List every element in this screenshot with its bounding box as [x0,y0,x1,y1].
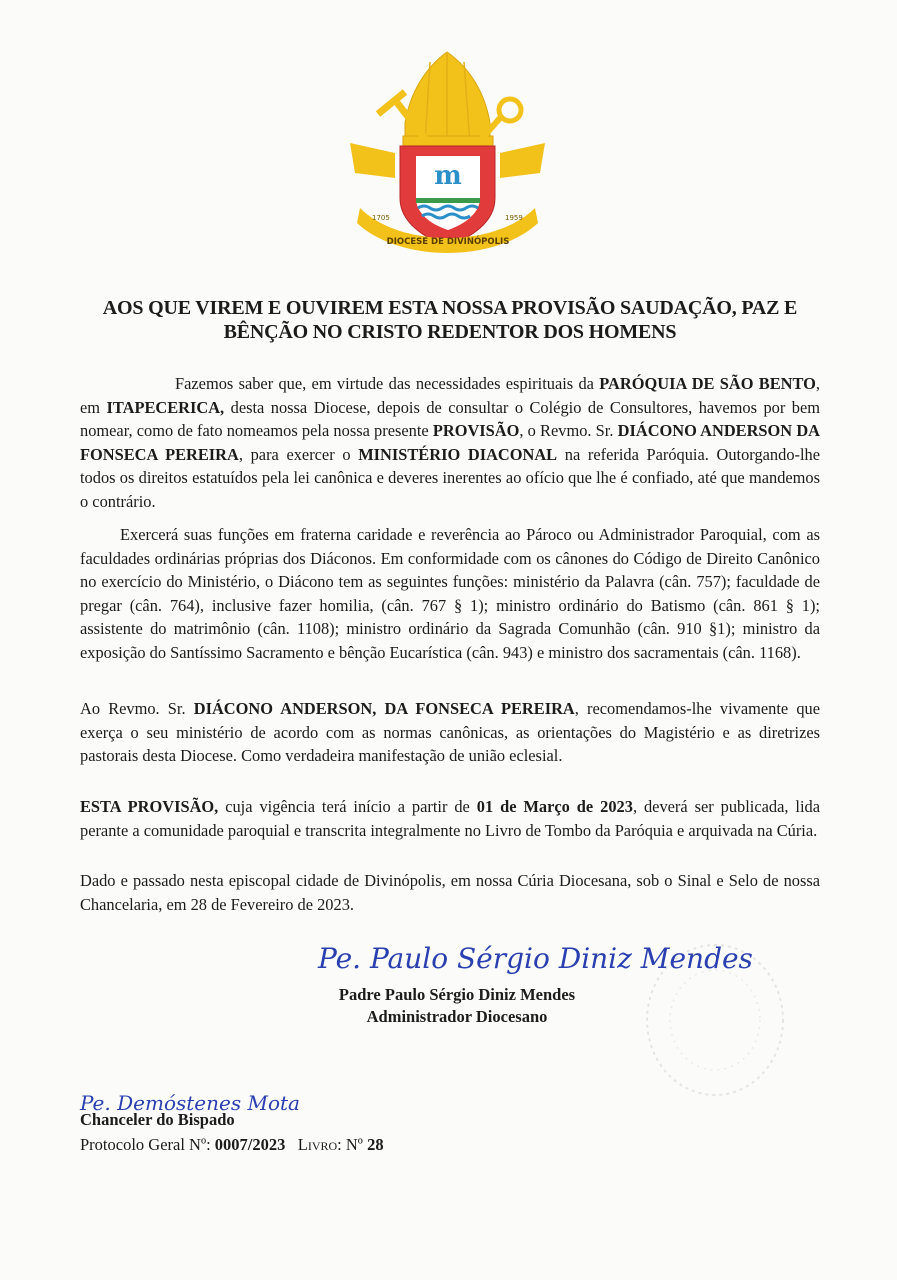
text: , o Revmo. Sr. [519,421,618,440]
text: na referida Paróquia. Outorgando-lhe todos os direitos estatuídos pela lei canônica e deveres inerentes ao ofício que lhe é confiado, até que mandemos o contrário. [80,444,820,511]
text: , recomendamos-lhe vivamente que exerça o seu ministério de acordo com as normas canônicas, as orientações do Magistério e as diretrizes pastorais desta Diocese. Como verdadeira manifestação de união eclesial. [80,699,820,765]
signature-text: Pe. Demóstenes Mota [80,1091,300,1115]
diocese-crest-logo [340,48,555,253]
paragraph-functions: Exercerá suas funções em fraterna caridade e reverência ao Pároco ou Administrador Paroquial, com as faculdades ordinárias próprias dos Diáconos. Em conformidade com os cânones do Código de Direito Canônico no exercício do Ministério, o Diácono tem as seguintes funções: ministério da Palavra (cân. 757); faculdade de pregar (cân. 764), inclusive fazer homilia, (cân. 767 § 1); ministro ordinário do Batismo (cân. 861 § 1); assistente do matrimônio (cân. 1108); ministro ordinário da Sagrada Comunhão (cân. 910 §1); ministro da exposição do Santíssimo Sacramento e bênção Eucarística (cân. 943) e ministro dos sacramentais (cân. 1168). [80,525,820,662]
text: , para exercer o [238,444,359,464]
text: , em [80,374,820,417]
book-number: 28 [367,1135,384,1154]
text: Fazemos saber que, em virtude das necessidades espirituais da [175,374,600,393]
crest-year-left: 1705 [372,214,390,222]
provision-term: PROVISÃO [432,421,520,440]
protocol-line [80,1135,384,1155]
book-label: Livro: [297,1135,342,1154]
text: , deverá ser publicada, lida perante a comunidade paroquial e transcrita integralmente no Livro de Tombo da Paróquia e arquivada na Cúria. [80,797,820,840]
city-name: ITAPECERICA, [106,397,225,417]
svg-text:m: m [434,161,462,191]
signature-administrator [318,928,753,988]
paragraph-nomination [80,372,820,513]
crest-year-right: 1959 [505,214,523,222]
deacon-name: DIÁCONO ANDERSON, DA FONSECA PEREIRA [193,699,575,718]
signature-text: Pe. Paulo Sérgio Diniz Mendes [318,942,753,975]
protocol-label: Protocolo Geral Nº: [80,1135,215,1154]
provision-term: ESTA PROVISÃO, [80,797,219,816]
parish-name: PARÓQUIA DE SÃO BENTO [599,374,816,393]
heading-line-2: BÊNÇÃO NO CRISTO REDENTOR DOS HOMENS [223,321,677,343]
signer-title: Administrador Diocesano [366,1007,548,1026]
crest-motto: DIOCESE DE DIVINÓPOLIS [386,237,510,247]
signer-name: Padre Paulo Sérgio Diniz Mendes [338,985,576,1004]
text: cuja vigência terá início a partir de [218,797,477,816]
start-date: 01 de Março de 2023 [476,797,633,816]
deacon-name: DIÁCONO ANDERSON DA FONSECA PEREIRA [80,421,820,464]
book-number-label: Nº [341,1135,368,1154]
paragraph-validity [80,795,820,842]
text: desta nossa Diocese, depois de consultar o Colégio de Consultores, havemos por bem nomear, como de fato nomeamos pela nossa presente [80,397,820,440]
paragraph-given: Dado e passado nesta episcopal cidade de Divinópolis, em nossa Cúria Diocesana, sob o Sinal e Selo de nossa Chancelaria, em 28 de Fevereiro de 2023. [80,871,820,914]
signer-block [322,984,592,1028]
ministry-name: MINISTÉRIO DIACONAL [358,444,558,464]
heading-line-1: AOS QUE VIREM E OUVIREM ESTA NOSSA PROVISÃO SAUDAÇÃO, PAZ E [102,297,798,319]
chancellor-title: Chanceler do Bispado [80,1110,235,1129]
protocol-number: 0007/2023 [214,1135,286,1154]
paragraph-recommendation [80,697,820,768]
text: Ao Revmo. Sr. [80,699,194,718]
document-heading [80,296,820,344]
